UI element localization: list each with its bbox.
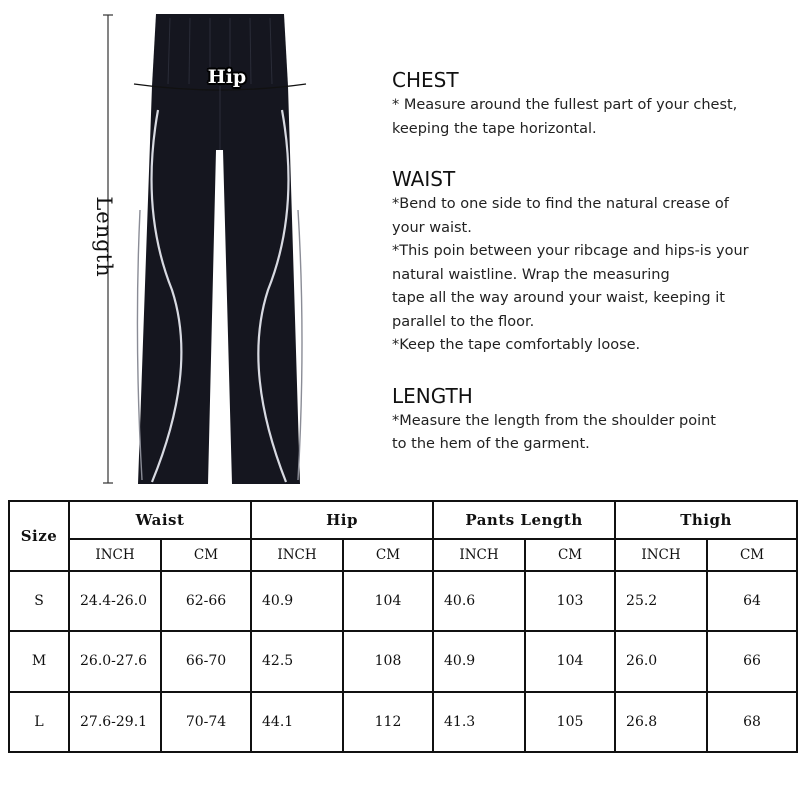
- table-cell: 103: [525, 571, 615, 631]
- table-cell: 66: [707, 631, 797, 691]
- size-cell: S: [9, 571, 69, 631]
- unit-header: INCH: [251, 539, 343, 571]
- waist-line: *Bend to one side to find the natural crease of: [392, 196, 729, 212]
- waist-line: your waist.: [392, 219, 472, 236]
- group-header-waist: Waist: [69, 501, 251, 539]
- waist-section: [392, 165, 792, 358]
- length-heading: LENGTH: [392, 383, 473, 408]
- unit-header: CM: [707, 539, 797, 571]
- waist-line: *This poin between your ribcage and hips-is your: [392, 243, 749, 259]
- waist-line: tape all the way around your waist, keeping it: [392, 290, 725, 306]
- waist-heading: WAIST: [392, 167, 456, 191]
- length-line: *Measure the length from the shoulder point: [392, 412, 716, 429]
- waist-line: parallel to the floor.: [392, 313, 535, 330]
- table-cell: 25.2: [615, 571, 707, 631]
- table-cell: 41.3: [433, 692, 525, 752]
- table-cell: 26.0-27.6: [69, 631, 161, 691]
- unit-header: INCH: [433, 539, 525, 571]
- unit-header: CM: [525, 539, 615, 571]
- table-cell: 66-70: [161, 631, 251, 691]
- unit-header: CM: [343, 539, 433, 571]
- chest-section: [392, 66, 792, 141]
- table-cell: 26.8: [615, 692, 707, 752]
- table-cell: 27.6-29.1: [69, 692, 161, 752]
- table-cell: 26.0: [615, 631, 707, 691]
- table-cell: 44.1: [251, 692, 343, 752]
- chest-line: keeping the tape horizontal.: [392, 120, 597, 137]
- table-row: [9, 631, 797, 691]
- table-cell: 112: [343, 692, 433, 752]
- group-header-thigh: Thigh: [615, 501, 797, 539]
- table-cell: 40.9: [433, 631, 525, 691]
- unit-header: INCH: [615, 539, 707, 571]
- group-header-pants-length: Pants Length: [433, 501, 615, 539]
- table-cell: 24.4-26.0: [69, 571, 161, 631]
- size-chart-table: [8, 500, 798, 753]
- table-cell: 40.9: [251, 571, 343, 631]
- unit-header: CM: [161, 539, 251, 571]
- waist-line: natural waistline. Wrap the measuring: [392, 266, 670, 283]
- table-cell: 62-66: [161, 571, 251, 631]
- waist-line: *Keep the tape comfortably loose.: [392, 337, 641, 353]
- chest-heading: CHEST: [392, 68, 459, 92]
- size-cell: M: [9, 631, 69, 691]
- table-row: [9, 692, 797, 752]
- table-cell: 108: [343, 631, 433, 691]
- hip-label: Hip: [207, 66, 247, 88]
- length-section: [392, 382, 792, 457]
- table-cell: 40.6: [433, 571, 525, 631]
- length-line: to the hem of the garment.: [392, 436, 590, 452]
- table-cell: 70-74: [161, 692, 251, 752]
- length-label: Length: [92, 196, 116, 278]
- measuring-guide: [392, 66, 792, 481]
- size-cell: L: [9, 692, 69, 752]
- group-header-hip: Hip: [251, 501, 433, 539]
- table-cell: 105: [525, 692, 615, 752]
- chest-line: * Measure around the fullest part of your chest,: [392, 97, 738, 113]
- table-cell: 104: [525, 631, 615, 691]
- table-cell: 68: [707, 692, 797, 752]
- table-row: [9, 571, 797, 631]
- table-cell: 64: [707, 571, 797, 631]
- table-cell: 42.5: [251, 631, 343, 691]
- size-header: Size: [9, 501, 69, 571]
- unit-header: INCH: [69, 539, 161, 571]
- table-cell: 104: [343, 571, 433, 631]
